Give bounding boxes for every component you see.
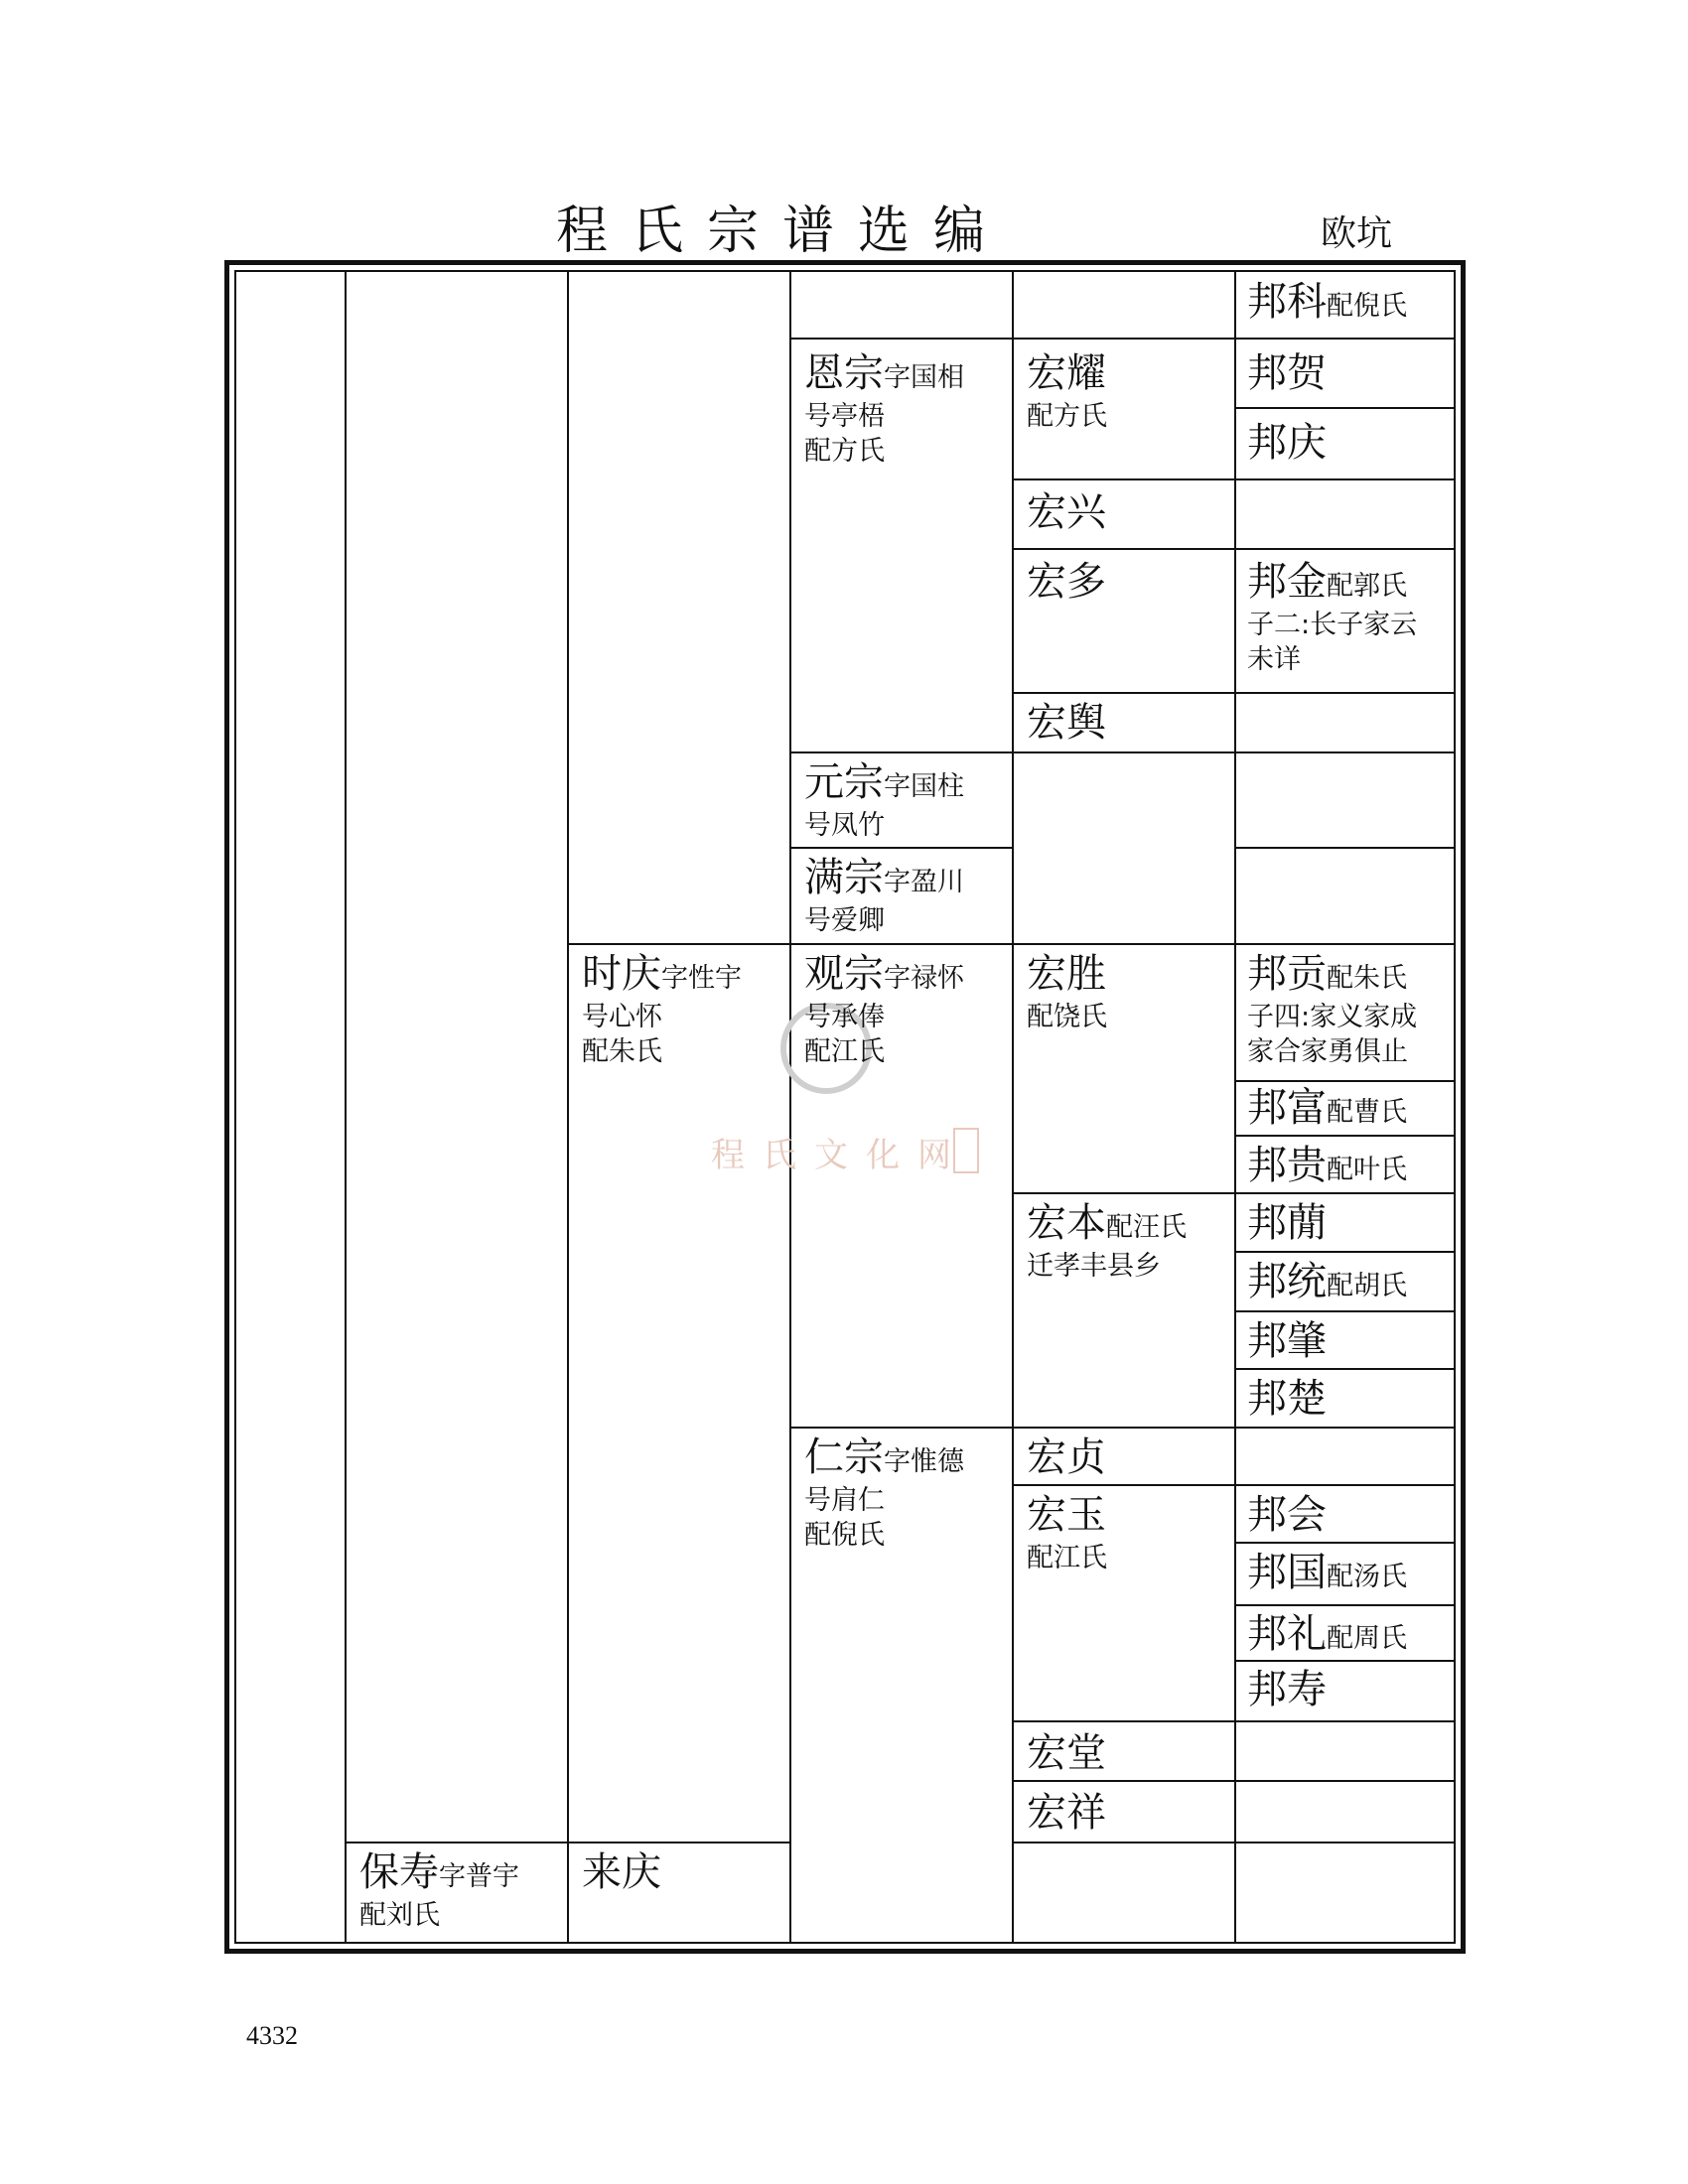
column-line bbox=[345, 270, 347, 1944]
person-spouse: 配倪氏 bbox=[1327, 291, 1407, 322]
person-note: 号亭梧 bbox=[804, 401, 885, 432]
person-note: 字国柱 bbox=[884, 771, 964, 802]
row-line bbox=[1012, 751, 1234, 753]
column-line bbox=[789, 270, 791, 1944]
person-name: 邦肇 bbox=[1247, 1318, 1327, 1364]
row-line bbox=[1012, 478, 1234, 480]
column-line bbox=[1234, 270, 1236, 1944]
column-line bbox=[1012, 270, 1014, 1944]
entry-bangchu bbox=[1247, 1373, 1327, 1425]
page-title: 程氏宗谱选编 bbox=[556, 202, 1010, 261]
row-line bbox=[1234, 1427, 1456, 1429]
person-spouse: 配郭氏 bbox=[1327, 571, 1407, 602]
row-line bbox=[789, 338, 1012, 340]
entry-bangqing bbox=[1247, 417, 1327, 469]
person-note: 家合家勇俱止 bbox=[1247, 1036, 1408, 1068]
row-line bbox=[1234, 478, 1456, 480]
entry-banggui bbox=[1247, 1140, 1407, 1191]
row-line bbox=[1012, 943, 1234, 945]
person-spouse: 配周氏 bbox=[1327, 1623, 1407, 1654]
person-note: 未详 bbox=[1247, 644, 1301, 676]
entry-hongben bbox=[1027, 1197, 1187, 1284]
person-note: 配饶氏 bbox=[1027, 1002, 1107, 1032]
row-line bbox=[1234, 548, 1456, 550]
person-name: 邦庆 bbox=[1247, 420, 1327, 466]
entry-banghe bbox=[1247, 347, 1327, 399]
person-name: 邦寿 bbox=[1247, 1667, 1327, 1712]
person-note: 号心怀 bbox=[582, 1002, 662, 1032]
person-note: 配方氏 bbox=[1027, 401, 1107, 432]
entry-hongyu bbox=[1027, 697, 1106, 749]
person-name: 仁宗 bbox=[804, 1434, 884, 1480]
person-name: 邦贡 bbox=[1247, 951, 1327, 997]
person-note: 字盈川 bbox=[884, 867, 964, 897]
person-spouse: 配汪氏 bbox=[1106, 1212, 1187, 1243]
person-name: 邦富 bbox=[1247, 1085, 1327, 1131]
entry-hongtang bbox=[1027, 1727, 1106, 1779]
person-name: 邦贵 bbox=[1247, 1143, 1327, 1188]
person-spouse: 配朱氏 bbox=[1327, 963, 1407, 994]
entry-renzong bbox=[804, 1432, 964, 1553]
entry-enzong bbox=[804, 347, 964, 469]
row-line bbox=[1234, 692, 1456, 694]
row-line bbox=[1012, 1720, 1234, 1722]
row-line bbox=[1234, 847, 1456, 849]
entry-bangguo bbox=[1247, 1547, 1407, 1598]
person-name: 宏本 bbox=[1027, 1200, 1106, 1246]
person-name: 宏多 bbox=[1027, 559, 1106, 605]
entry-baoshou bbox=[359, 1846, 519, 1933]
person-spouse: 配胡氏 bbox=[1327, 1271, 1407, 1301]
person-name: 邦统 bbox=[1247, 1259, 1327, 1304]
person-name: 观宗 bbox=[804, 951, 884, 997]
entry-hongxiang bbox=[1027, 1787, 1106, 1839]
row-line bbox=[1012, 1842, 1234, 1843]
person-note: 号凤竹 bbox=[804, 810, 885, 841]
entry-bangfu bbox=[1247, 1082, 1407, 1134]
person-note: 字国相 bbox=[884, 362, 964, 393]
row-line bbox=[1234, 338, 1456, 340]
person-name: 宏堂 bbox=[1027, 1730, 1106, 1776]
person-note: 配朱氏 bbox=[582, 1036, 662, 1068]
person-name: 来庆 bbox=[582, 1849, 661, 1895]
person-name: 宏贞 bbox=[1027, 1434, 1106, 1480]
person-name: 保寿 bbox=[359, 1849, 439, 1895]
person-name: 邦科 bbox=[1247, 279, 1327, 325]
person-name: 宏舆 bbox=[1027, 700, 1106, 746]
row-line bbox=[1234, 1368, 1456, 1370]
person-note: 字禄怀 bbox=[884, 963, 964, 994]
entry-banghui bbox=[1247, 1489, 1327, 1541]
person-name: 邦楚 bbox=[1247, 1376, 1327, 1422]
section-label: 欧坑 bbox=[1321, 213, 1393, 254]
watermark-text: 程氏文化网 bbox=[711, 1136, 969, 1175]
entry-bangli bbox=[1247, 1608, 1407, 1660]
entry-hongsheng bbox=[1027, 948, 1107, 1034]
person-name: 邦礼 bbox=[1247, 1611, 1327, 1657]
person-note: 号肩仁 bbox=[804, 1485, 885, 1516]
row-line bbox=[789, 1427, 1012, 1429]
person-name: 邦贺 bbox=[1247, 350, 1327, 396]
entry-hongxing bbox=[1027, 486, 1106, 538]
person-note: 字普宇 bbox=[439, 1861, 519, 1892]
row-line bbox=[1234, 407, 1456, 409]
row-line bbox=[1234, 1542, 1456, 1544]
row-line bbox=[1234, 1192, 1456, 1194]
row-line bbox=[1012, 1192, 1234, 1194]
watermark-stamp bbox=[953, 1128, 979, 1173]
entry-shiqing bbox=[582, 948, 742, 1069]
row-line bbox=[1012, 1484, 1234, 1486]
row-line bbox=[567, 943, 789, 945]
row-line bbox=[1234, 751, 1456, 753]
row-line bbox=[1234, 1484, 1456, 1486]
row-line bbox=[789, 847, 1012, 849]
person-note: 配江氏 bbox=[1027, 1543, 1107, 1573]
entry-hongyao bbox=[1027, 347, 1107, 434]
person-name: 宏祥 bbox=[1027, 1790, 1106, 1836]
row-line bbox=[1234, 1135, 1456, 1137]
person-note: 字惟德 bbox=[884, 1446, 964, 1477]
entry-hongzhen bbox=[1027, 1432, 1106, 1483]
entry-bangtong bbox=[1247, 1256, 1407, 1307]
column-line bbox=[567, 270, 569, 1944]
row-line bbox=[1234, 1720, 1456, 1722]
entry-banggong bbox=[1247, 948, 1417, 1069]
person-name: 邦蕑 bbox=[1247, 1200, 1327, 1246]
person-spouse: 配曹氏 bbox=[1327, 1097, 1407, 1128]
person-note: 配倪氏 bbox=[804, 1520, 885, 1552]
person-spouse: 配汤氏 bbox=[1327, 1562, 1407, 1592]
person-note: 配刘氏 bbox=[359, 1900, 440, 1931]
row-line bbox=[1234, 1310, 1456, 1312]
entry-manzong bbox=[804, 852, 964, 938]
row-line bbox=[1234, 943, 1456, 945]
row-line bbox=[1234, 1660, 1456, 1662]
person-note: 号承俸 bbox=[804, 1002, 885, 1032]
person-name: 邦国 bbox=[1247, 1550, 1327, 1595]
row-line bbox=[789, 943, 1012, 945]
row-line bbox=[1012, 338, 1234, 340]
person-name: 宏胜 bbox=[1027, 951, 1106, 997]
row-line bbox=[345, 1842, 789, 1843]
entry-bangjin bbox=[1247, 556, 1417, 677]
entry-yuanzong bbox=[804, 756, 964, 843]
entry-laiqing bbox=[582, 1846, 661, 1898]
person-name: 满宗 bbox=[804, 855, 884, 900]
person-name: 邦金 bbox=[1247, 559, 1327, 605]
row-line bbox=[789, 751, 1012, 753]
person-spouse: 配叶氏 bbox=[1327, 1155, 1407, 1185]
entry-hongduo bbox=[1027, 556, 1106, 608]
person-name: 时庆 bbox=[582, 951, 661, 997]
person-note: 子四:家义家成 bbox=[1247, 1002, 1418, 1032]
person-name: 邦会 bbox=[1247, 1492, 1327, 1538]
row-line bbox=[1234, 1780, 1456, 1782]
page-number: 4332 bbox=[246, 2021, 298, 2050]
entry-bangjian bbox=[1247, 1197, 1327, 1249]
row-line bbox=[1012, 692, 1234, 694]
person-name: 恩宗 bbox=[804, 350, 884, 396]
person-note: 配方氏 bbox=[804, 436, 885, 468]
person-name: 宏玉 bbox=[1027, 1492, 1106, 1538]
row-line bbox=[1234, 1604, 1456, 1606]
person-note: 迁孝丰县乡 bbox=[1027, 1251, 1161, 1282]
entry-bangshou bbox=[1247, 1664, 1327, 1715]
row-line bbox=[1234, 1842, 1456, 1843]
row-line bbox=[1012, 1427, 1234, 1429]
person-note: 子二:长子家云 bbox=[1247, 610, 1418, 640]
person-name: 宏兴 bbox=[1027, 489, 1106, 535]
row-line bbox=[1012, 548, 1234, 550]
row-line bbox=[1234, 1251, 1456, 1253]
person-name: 宏耀 bbox=[1027, 350, 1106, 396]
entry-guanzong bbox=[804, 948, 964, 1069]
person-note: 配江氏 bbox=[804, 1036, 885, 1068]
row-line bbox=[1012, 1780, 1234, 1782]
entry-hongyu2 bbox=[1027, 1489, 1107, 1575]
person-note: 号爱卿 bbox=[804, 905, 885, 936]
person-note: 字性宇 bbox=[661, 963, 742, 994]
person-name: 元宗 bbox=[804, 759, 884, 805]
entry-bangzhao bbox=[1247, 1315, 1327, 1367]
entry-bangke bbox=[1247, 276, 1407, 328]
